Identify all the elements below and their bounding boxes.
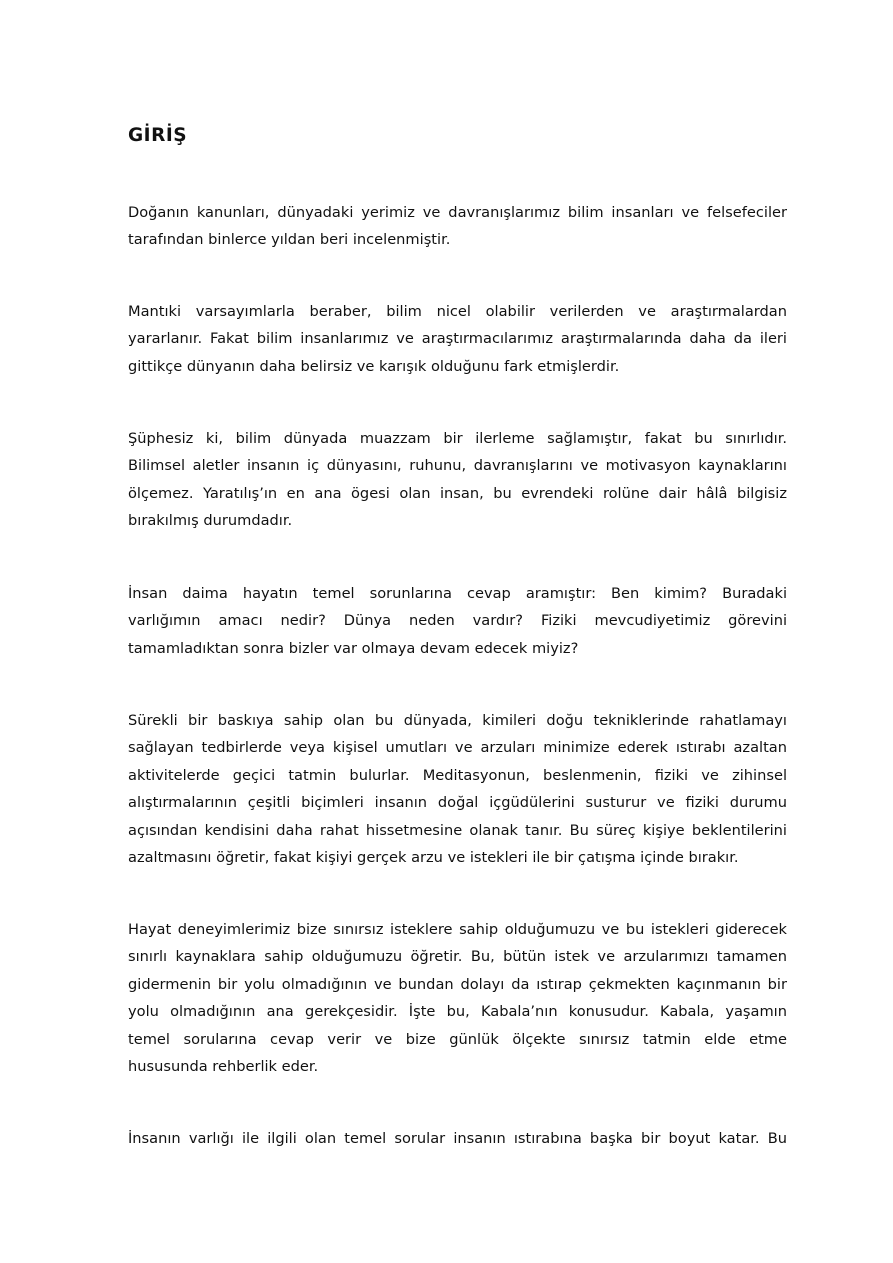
paragraph-line: temel sorularına cevap verir ve bize günlük ölçekte sınırsız tatmin elde etme: [128, 1030, 787, 1048]
paragraph-2: [128, 298, 787, 380]
paragraph-1: [128, 199, 787, 254]
paragraph-line: Mantıki varsayımlarla beraber, bilim nicel olabilir verilerden ve araştırmalardan: [128, 303, 787, 320]
paragraph-line: tarafından binlerce yıldan beri incelenmiştir.: [128, 231, 451, 249]
paragraph-line: İnsanın varlığı ile ilgili olan temel sorular insanın ıstırabına başka bir boyut katar. Bu: [128, 1130, 787, 1147]
paragraph-line: tamamladıktan sonra bizler var olmaya devam edecek miyiz?: [128, 639, 579, 657]
paragraph-line: sınırlı kaynaklara sahip olduğumuzu öğretir. Bu, bütün istek ve arzularımızı tamamen: [128, 948, 787, 966]
paragraph-line: İnsan daima hayatın temel sorunlarına cevap aramıştır: Ben kimim? Buradaki: [128, 585, 787, 602]
paragraph-line: yararlanır. Fakat bilim insanlarımız ve araştırmacılarımız araştırmalarında daha da ileri: [128, 330, 787, 348]
paragraph-line: açısından kendisini daha rahat hissetmesine olanak tanır. Bu süreç kişiye beklentilerini: [128, 821, 787, 839]
paragraph-line: bırakılmış durumdadır.: [128, 512, 293, 530]
paragraph-line: hususunda rehberlik eder.: [128, 1058, 319, 1076]
paragraph-5: [128, 707, 787, 871]
paragraph-line: Hayat deneyimlerimiz bize sınırsız isteklere sahip olduğumuzu ve bu istekleri giderecek: [128, 921, 787, 938]
paragraph-7: [128, 1125, 787, 1152]
paragraph-line: Sürekli bir baskıya sahip olan bu dünyada, kimileri doğu tekniklerinde rahatlamayı: [128, 712, 787, 729]
paragraph-line: azaltmasını öğretir, fakat kişiyi gerçek arzu ve istekleri ile bir çatışma içinde bırakır.: [128, 849, 739, 867]
paragraph-3: [128, 425, 787, 535]
paragraph-line: gittikçe dünyanın daha belirsiz ve karışık olduğunu fark etmişlerdir.: [128, 357, 620, 375]
paragraph-4: [128, 580, 787, 662]
paragraph-line: ölçemez. Yaratılış’ın en ana ögesi olan insan, bu evrendeki rolüne dair hâlâ bilgisiz: [128, 484, 787, 502]
section-heading: GİRİŞ: [128, 125, 188, 146]
paragraph-line: gidermenin bir yolu olmadığının ve bundan dolayı da ıstırap çekmekten kaçınmanın bir: [128, 975, 787, 993]
paragraph-line: Doğanın kanunları, dünyadaki yerimiz ve davranışlarımız bilim insanları ve felsefeciler: [128, 204, 787, 221]
paragraph-line: yolu olmadığının ana gerekçesidir. İşte bu, Kabala’nın konusudur. Kabala, yaşamın: [128, 1003, 787, 1021]
paragraph-line: aktivitelerde geçici tatmin bulurlar. Meditasyonun, beslenmenin, fiziki ve zihinsel: [128, 766, 787, 784]
paragraph-line: alıştırmalarının çeşitli biçimleri insanın doğal içgüdülerini susturur ve fiziki durumu: [128, 794, 787, 812]
paragraph-line: varlığımın amacı nedir? Dünya neden vardır? Fiziki mevcudiyetimiz görevini: [128, 612, 787, 630]
paragraph-6: [128, 916, 787, 1080]
paragraph-line: Şüphesiz ki, bilim dünyada muazzam bir ilerleme sağlamıştır, fakat bu sınırlıdır.: [128, 430, 787, 447]
paragraph-line: Bilimsel aletler insanın iç dünyasını, ruhunu, davranışlarını ve motivasyon kaynaklarını: [128, 457, 787, 475]
paragraph-line: sağlayan tedbirlerde veya kişisel umutları ve arzuları minimize ederek ıstırabı azaltan: [128, 739, 787, 757]
